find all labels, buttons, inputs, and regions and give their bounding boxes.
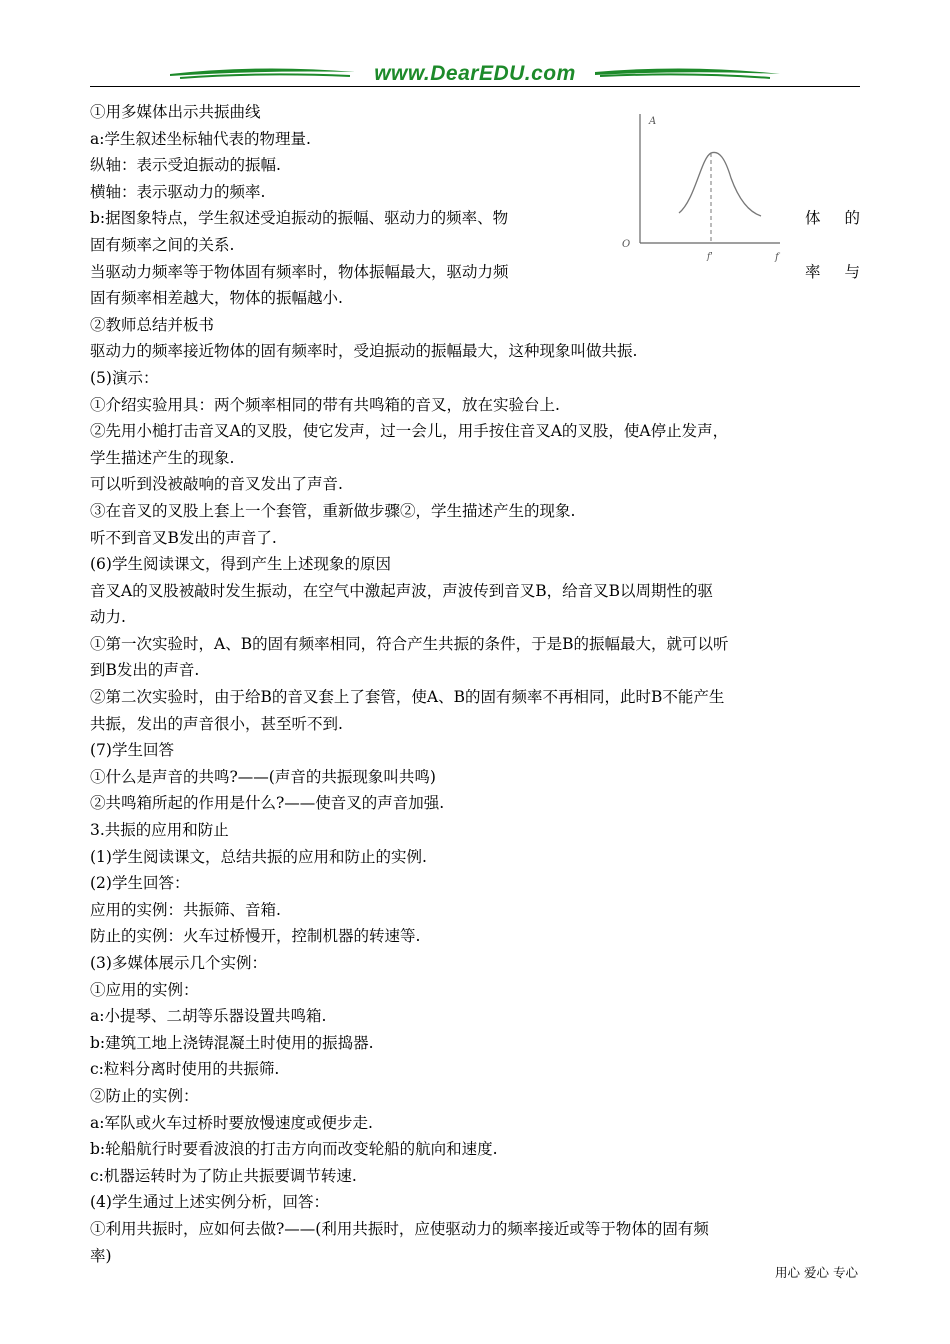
text-line: 固有频率相差越大，物体的振幅越小.	[90, 289, 343, 308]
text-line: ②共鸣箱所起的作用是什么?——使音叉的声音加强.	[90, 794, 445, 813]
text-line: b:建筑工地上浇铸混凝土时使用的振捣器.	[90, 1033, 374, 1052]
text-line: b:轮船航行时要看波浪的打击方向而改变轮船的航向和速度.	[90, 1140, 498, 1159]
text-block	[90, 285, 860, 1269]
document-body	[90, 99, 860, 1269]
text-line: a:小提琴、二胡等乐器设置共鸣箱.	[90, 1007, 327, 1026]
text-line: c:粒料分离时使用的共振筛.	[90, 1060, 280, 1079]
text-line: 驱动力的频率接近物体的固有频率时，受迫振动的振幅最大，这种现象叫做共振.	[90, 342, 638, 361]
text-line: 音叉A的叉股被敲时发生振动，在空气中激起声波，声波传到音叉B，给音叉B以周期性的驱	[90, 581, 713, 600]
text-line: (2)学生回答：	[90, 874, 190, 893]
text-line: 纵轴：表示受迫振动的振幅.	[90, 156, 281, 175]
origin-label: O	[622, 239, 631, 250]
text-line: 动力.	[90, 608, 126, 627]
text-line: ③在音叉的叉股上套上一个套管，重新做步骤②，学生描述产生的现象.	[90, 501, 576, 520]
peak-frequency-label: f'	[707, 252, 713, 262]
text-line: ①用多媒体出示共振曲线	[90, 103, 261, 121]
text-segment: 体	[804, 209, 821, 228]
text-line: ①什么是声音的共鸣?——(声音的共振现象叫共鸣)	[90, 767, 436, 786]
text-line: ①利用共振时，应如何去做?——(利用共振时，应使驱动力的频率接近或等于物体的固有频	[90, 1219, 709, 1238]
text-line: (4)学生通过上述实例分析，回答：	[90, 1193, 329, 1212]
text-line: (6)学生阅读课文，得到产生上述现象的原因	[90, 555, 391, 574]
text-line: 应用的实例：共振筛、音箱.	[90, 900, 281, 919]
header-rule	[90, 86, 860, 87]
text-line: ②防止的实例：	[90, 1086, 199, 1105]
text-line: (7)学生回答	[90, 741, 174, 760]
text-line: ②教师总结并板书	[90, 315, 215, 334]
text-line: a:军队或火车过桥时要放慢速度或便步走.	[90, 1113, 373, 1132]
text-line: 听不到音叉B发出的声音了.	[90, 528, 277, 547]
text-line-wrapped	[90, 205, 860, 232]
text-line: 可以听到没被敲响的音叉发出了声音.	[90, 475, 343, 494]
text-line-wrapped	[90, 259, 860, 286]
text-line: ①应用的实例：	[90, 980, 199, 999]
text-line: ①第一次实验时，A、B的固有频率相同，符合产生共振的条件，于是B的振幅最大，就可以听	[90, 634, 729, 653]
text-line: c:机器运转时为了防止共振要调节转速.	[90, 1166, 357, 1185]
text-line: 到B发出的声音.	[90, 661, 200, 680]
text-line: ①介绍实验用具：两个频率相同的带有共鸣箱的音叉，放在实验台上.	[90, 395, 560, 414]
text-line: (1)学生阅读课文，总结共振的应用和防止的实例.	[90, 847, 427, 866]
footer-motto: 用心 爱心 专心	[775, 1265, 858, 1280]
text-line: ②先用小槌打击音叉A的叉股，使它发声，过一会儿，用手按住音叉A的叉股，使A停止发声，	[90, 422, 729, 441]
text-segment: b:据图象特点，学生叙述受迫振动的振幅、驱动力的频率、物	[90, 209, 509, 228]
text-line: ②第二次实验时，由于给B的音叉套上了套管，使A、B的固有频率不再相同，此时B不能产生	[90, 688, 725, 707]
text-line: (5)演示：	[90, 368, 159, 387]
text-line: 学生描述产生的现象.	[90, 448, 235, 467]
text-line: 横轴：表示驱动力的频率.	[90, 182, 266, 201]
text-line: 固有频率之间的关系.	[90, 235, 235, 254]
text-line: (3)多媒体展示几个实例：	[90, 954, 267, 972]
text-segment: 率	[804, 262, 821, 281]
x-axis-label: f	[775, 252, 779, 263]
text-line: 率)	[90, 1246, 112, 1265]
text-line: a:学生叙述坐标轴代表的物理量.	[90, 129, 311, 148]
y-axis-label: A	[649, 116, 657, 127]
site-logo: www.DearEDU.com	[374, 62, 576, 85]
text-line: 3.共振的应用和防止	[90, 821, 229, 840]
text-segment: 与	[844, 262, 860, 281]
text-segment: 当驱动力频率等于物体固有频率时，物体振幅最大，驱动力频	[90, 262, 509, 281]
text-segment: 的	[844, 209, 860, 228]
text-line: 防止的实例：火车过桥慢开，控制机器的转速等.	[90, 927, 421, 946]
text-line: 共振，发出的声音很小，甚至听不到.	[90, 714, 343, 733]
